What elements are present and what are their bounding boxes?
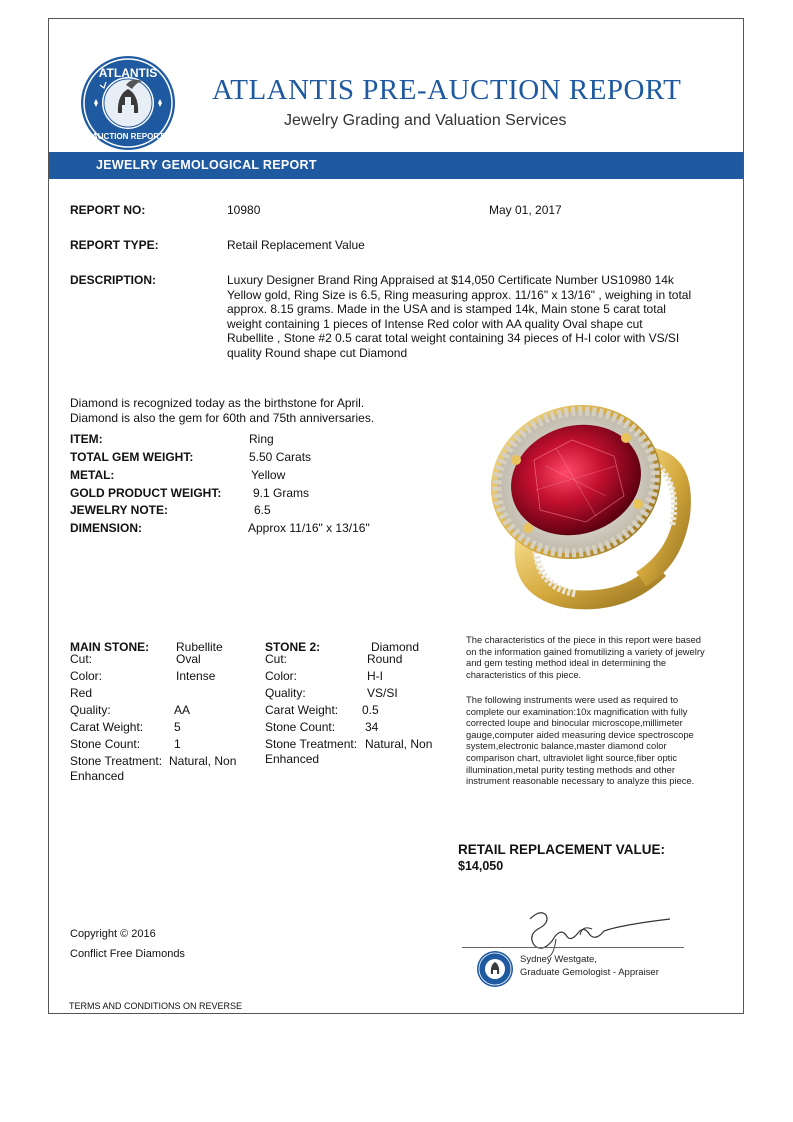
stone2-cut-label: Cut: (265, 652, 288, 666)
stone2-treatment-extra: Enhanced (265, 752, 320, 766)
main-stone-color-extra: Red (70, 686, 93, 700)
dimension-value: Approx 11/16" x 13/16" (248, 521, 370, 535)
main-stone-carat-value: 5 (174, 720, 181, 734)
main-stone-count-value: 1 (174, 737, 181, 751)
stone2-treatment-label: Stone Treatment: (265, 737, 358, 751)
stone2-color-label: Color: (265, 669, 298, 683)
stone2-carat-label: Carat Weight: (265, 703, 339, 717)
dimension-label: DIMENSION: (70, 521, 142, 535)
terms-note: TERMS AND CONDITIONS ON REVERSE (69, 1001, 243, 1011)
signer-title: Graduate Gemologist - Appraiser (520, 967, 659, 978)
banner-text: JEWELRY GEMOLOGICAL REPORT (96, 158, 317, 172)
stone2-cut-value: Round (367, 652, 403, 666)
main-stone-heading: MAIN STONE: (70, 640, 150, 654)
gold-weight-label: GOLD PRODUCT WEIGHT: (70, 486, 222, 500)
atlantis-seal-icon (476, 950, 514, 988)
disclaimer-paragraph-2: The following instruments were used as required to complete our examination:10x magnification with fully corrected loupe and binocular microscope,millimeter gauge,computer aided measuring device spectroscope system,electronic balance,master diamond color comparison chart, ultraviolet light source,fiber optic illumination,metal purity testing methods and other instrument reasonable necessary to analyze this piece. (466, 694, 695, 787)
stone2-quality-label: Quality: (265, 686, 306, 700)
report-no-value: 10980 (227, 203, 261, 217)
birthstone-line-1: Diamond is recognized today as the birthstone for April. (70, 396, 365, 410)
retail-value-label: RETAIL REPLACEMENT VALUE: (458, 842, 666, 857)
description-text: Luxury Designer Brand Ring Appraised at $14,050 Certificate Number US10980 14k Yellow gold, Ring Size is 6.5, Ring measuring approx. 11/16" x 13/16" , weighing in total approx. 8.15 grams. Made in the USA and is stamped 14k, Main stone 5 carat total weight containing 1 pieces of Intense Red color with AA quality Oval shape cut Rubellite , Stone #2 0.5 carat total weight containing 34 pieces of H-I color with VS/SI quality Round shape cut Diamond (227, 273, 692, 360)
main-stone-quality-value: AA (174, 703, 191, 717)
item-value: Ring (249, 432, 274, 446)
main-stone-color-value: Intense (176, 669, 216, 683)
metal-value: Yellow (251, 468, 286, 482)
main-stone-quality-label: Quality: (70, 703, 111, 717)
report-subtitle: Jewelry Grading and Valuation Services (284, 112, 567, 129)
copyright: Copyright © 2016 (70, 928, 156, 940)
stone2-count-label: Stone Count: (265, 720, 336, 734)
main-stone-cut-value: Oval (176, 652, 201, 666)
section-banner (49, 152, 743, 179)
stone2-name: Diamond (371, 640, 420, 654)
conflict-free-note: Conflict Free Diamonds (70, 948, 185, 960)
stone2-treatment-value: Natural, Non (365, 737, 433, 751)
stone2-quality-value: VS/SI (367, 686, 398, 700)
main-stone-treatment-value: Natural, Non (169, 754, 237, 768)
jewelry-note-value: 6.5 (254, 503, 271, 517)
report-type-value: Retail Replacement Value (227, 238, 365, 252)
stone2-carat-value: 0.5 (362, 703, 379, 717)
signer-name: Sydney Westgate, (520, 954, 597, 965)
gem-weight-label: TOTAL GEM WEIGHT: (70, 450, 194, 464)
report-date: May 01, 2017 (489, 203, 562, 217)
stone2-color-value: H-I (367, 669, 383, 683)
stone2-heading: STONE 2: (265, 640, 321, 654)
birthstone-line-2: Diamond is also the gem for 60th and 75th anniversaries. (70, 411, 375, 425)
gold-weight-value: 9.1 Grams (253, 486, 310, 500)
main-stone-name: Rubellite (176, 640, 223, 654)
signature-line (462, 947, 684, 948)
main-stone-treatment-extra: Enhanced (70, 769, 125, 783)
main-stone-color-label: Color: (70, 669, 103, 683)
handwritten-signature (520, 905, 680, 957)
main-stone-cut-label: Cut: (70, 652, 93, 666)
gem-weight-value: 5.50 Carats (249, 450, 312, 464)
metal-label: METAL: (70, 468, 115, 482)
main-stone-treatment-label: Stone Treatment: (70, 754, 163, 768)
stone2-count-value: 34 (365, 720, 379, 734)
retail-value-amount: $14,050 (458, 859, 504, 873)
report-no-label: REPORT NO: (70, 203, 146, 217)
main-stone-carat-label: Carat Weight: (70, 720, 144, 734)
logo-text-top: ATLANTIS (98, 66, 158, 80)
jewelry-note-label: JEWELRY NOTE: (70, 503, 169, 517)
main-stone-count-label: Stone Count: (70, 737, 141, 751)
atlantis-logo (80, 55, 176, 151)
item-label: ITEM: (70, 432, 103, 446)
ring-photo (476, 386, 716, 616)
report-title: ATLANTIS PRE-AUCTION REPORT (212, 74, 682, 106)
disclaimer-paragraph-1: The characteristics of the piece in this report were based on the information gained fromutilizing a variety of jewelry and gem testing method ideal in determining the characteristics of this piece. (466, 634, 705, 680)
description-label: DESCRIPTION: (70, 273, 157, 287)
report-type-label: REPORT TYPE: (70, 238, 159, 252)
logo-text-bottom: AUCTION REPORT (92, 132, 164, 141)
